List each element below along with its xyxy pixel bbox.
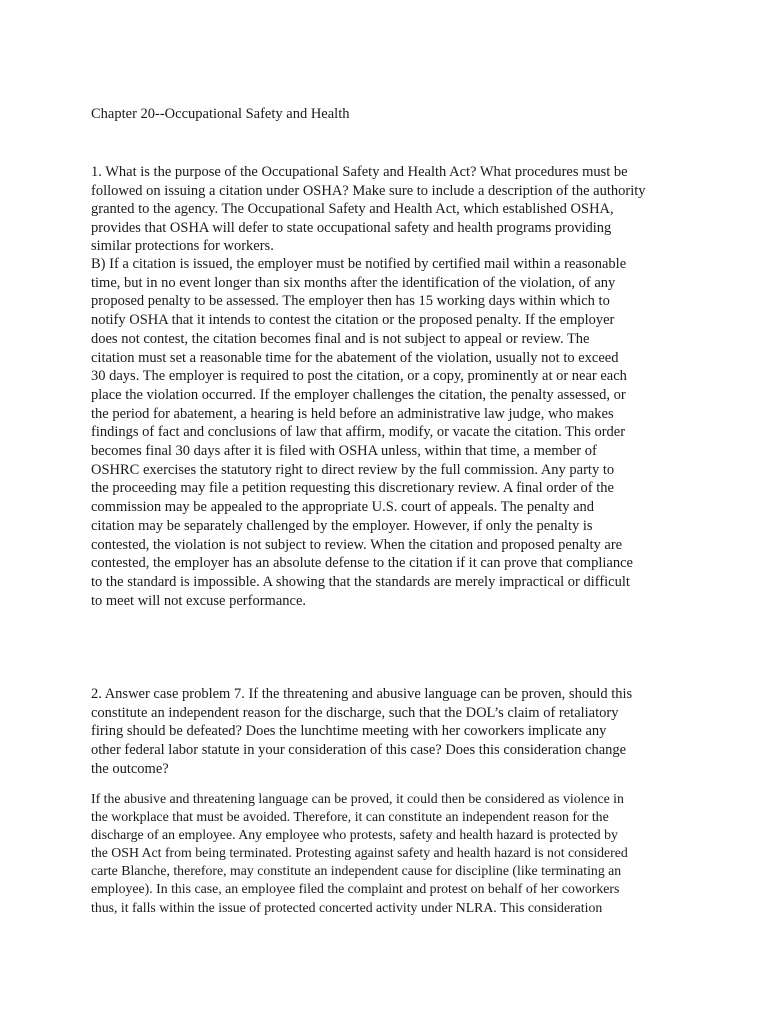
answer-2-line: the workplace that must be avoided. Therefore, it can constitute an independent reason for the (91, 809, 609, 825)
answer-1-line: the period for abatement, a hearing is held before an administrative law judge, who makes (91, 405, 614, 422)
question-2 (91, 685, 691, 779)
answer-1-line: OSHRC exercises the statutory right to direct review by the full commission. Any party to (91, 461, 615, 478)
answer-2-line: the OSH Act from being terminated. Protesting against safety and health hazard is not considered (91, 845, 628, 861)
chapter-title: Chapter 20--Occupational Safety and Health (91, 106, 350, 122)
answer-1-line: does not contest, the citation becomes final and is not subject to appeal or review. The (91, 330, 590, 347)
answer-1-line: proposed penalty to be assessed. The employer then has 15 working days within which to (91, 293, 610, 310)
answer-1-line: 30 days. The employer is required to post the citation, or a copy, prominently at or near each (91, 368, 627, 385)
answer-2 (91, 790, 691, 917)
answer-1-line: time, but in no event longer than six months after the identification of the violation, of any (91, 274, 616, 291)
question-2-line: the outcome? (91, 760, 169, 777)
answer-1-line: the proceeding may file a petition requesting this discretionary review. A final order of the (91, 480, 614, 497)
answer-1-line: to meet will not excuse performance. (91, 592, 307, 609)
question-1-line: provides that OSHA will defer to state occupational safety and health programs providing (91, 219, 612, 236)
answer-1-line: place the violation occurred. If the employer challenges the citation, the penalty assessed, or (91, 386, 626, 403)
answer-1-line: becomes final 30 days after it is filed with OSHA unless, within that time, a member of (91, 443, 597, 460)
question-2-line: other federal labor statute in your consideration of this case? Does this consideration change (91, 742, 627, 759)
answer-1-line: B) If a citation is issued, the employer must be notified by certified mail within a reasonable (91, 256, 627, 272)
question-1 (91, 163, 691, 256)
question-2-line: constitute an independent reason for the discharge, such that the DOL’s claim of retaliatory (91, 704, 619, 721)
answer-1-line: citation may be separately challenged by the employer. However, if only the penalty is (91, 517, 593, 534)
answer-2-line: discharge of an employee. Any employee who protests, safety and health hazard is protected by (91, 827, 618, 843)
question-2-line: 2. Answer case problem 7. If the threatening and abusive language can be proven, should this (91, 686, 633, 702)
question-2-line: firing should be defeated? Does the lunchtime meeting with her coworkers implicate any (91, 723, 607, 740)
answer-1-line: commission may be appealed to the appropriate U.S. court of appeals. The penalty and (91, 499, 595, 516)
answer-1-line: notify OSHA that it intends to contest the citation or the proposed penalty. If the employer (91, 312, 615, 329)
answer-2-line: If the abusive and threatening language can be proved, it could then be considered as violence in (91, 791, 624, 806)
question-1-line: followed on issuing a citation under OSHA? Make sure to include a description of the authority (91, 182, 646, 199)
answer-2-line: employee). In this case, an employee filed the complaint and protest on behalf of her coworkers (91, 881, 620, 897)
answer-1-line: contested, the employer has an absolute defense to the citation if it can prove that compliance (91, 555, 633, 572)
question-1-line: granted to the agency. The Occupational Safety and Health Act, which established OSHA, (91, 201, 614, 218)
answer-2-line: thus, it falls within the issue of protected concerted activity under NLRA. This consideration (91, 899, 603, 915)
answer-1 (91, 255, 691, 610)
answer-1-line: findings of fact and conclusions of law that affirm, modify, or vacate the citation. This order (91, 424, 626, 441)
question-1-line: similar protections for workers. (91, 238, 274, 255)
question-1-line: 1. What is the purpose of the Occupational Safety and Health Act? What procedures must be (91, 164, 628, 180)
answer-1-line: contested, the violation is not subject to review. When the citation and proposed penalty are (91, 536, 623, 553)
answer-1-line: citation must set a reasonable time for the abatement of the violation, usually not to exceed (91, 349, 619, 366)
answer-1-line: to the standard is impossible. A showing that the standards are merely impractical or difficult (91, 573, 630, 590)
answer-2-line: carte Blanche, therefore, may constitute an independent cause for discipline (like terminating an (91, 863, 622, 879)
